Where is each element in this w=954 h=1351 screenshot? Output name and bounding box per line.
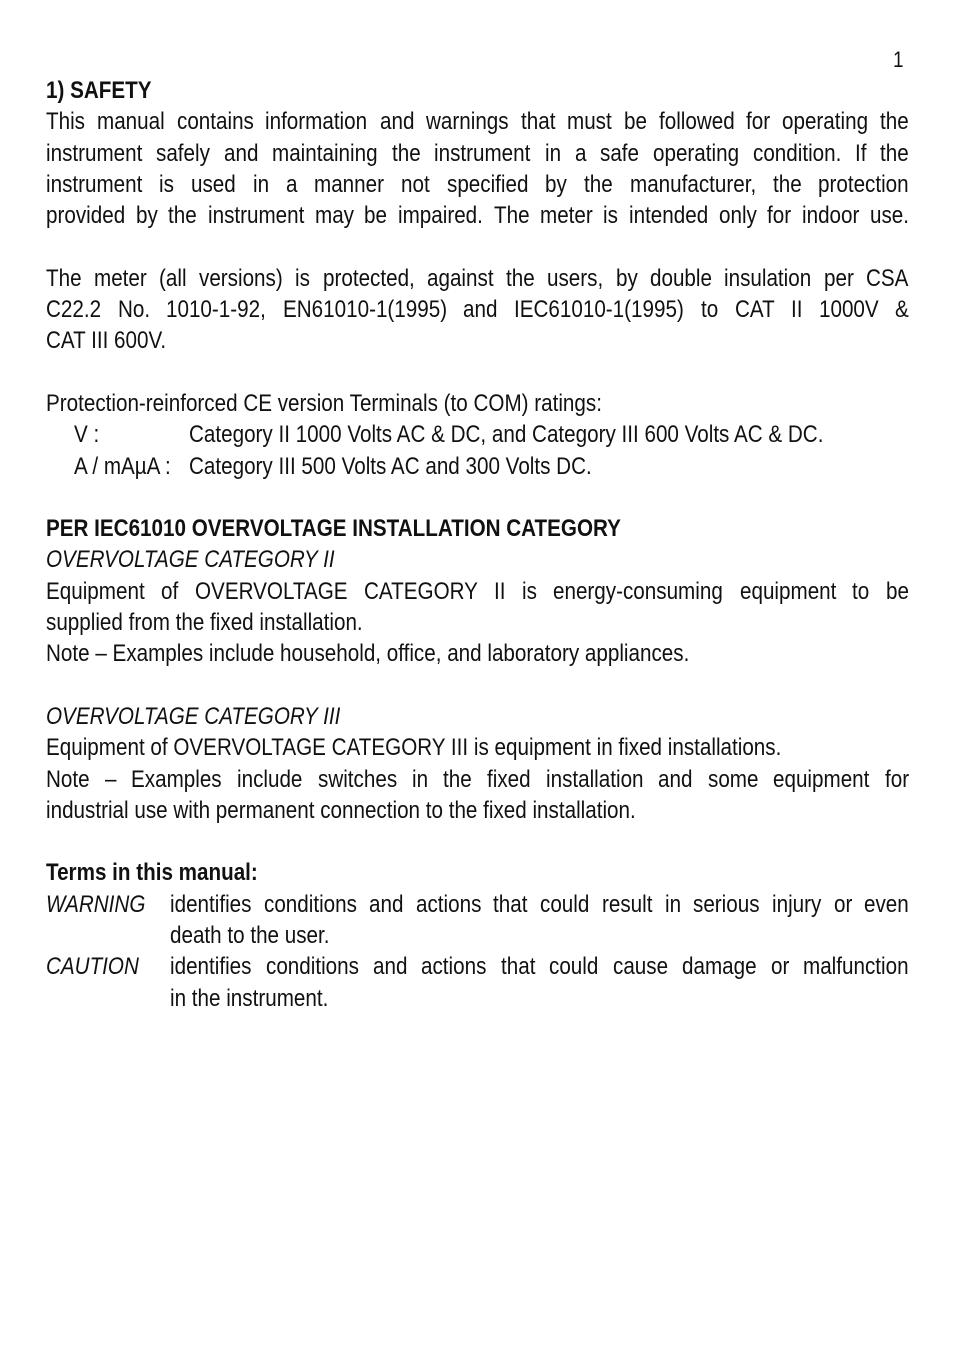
word: the [880,139,909,167]
word: intended [628,202,708,230]
word: even [864,890,909,918]
term-definition-line [170,951,909,982]
rating-label: A / mAµA : [74,452,171,480]
word: (all [159,264,187,292]
cat3-note-line: industrial use with permanent connection to the fixed installation. [46,796,636,824]
word: must [566,108,612,136]
word: for [767,202,792,230]
word: EN61010-1(1995) [282,296,447,324]
word: is [603,202,619,230]
cat2-note: Note – Examples include household, office, and laboratory appliances. [46,640,690,668]
word: followed [658,108,735,136]
word: condition. [752,139,842,167]
terms-heading: Terms in this manual: [46,859,258,887]
cat2-title: OVERVOLTAGE CATEGORY II [46,546,335,574]
word: identifies [170,890,252,918]
word: and [463,296,498,324]
word: – [104,765,117,793]
word: impaired. [397,202,483,230]
word: safely [156,139,211,167]
word: and [372,953,408,981]
word: could [549,953,599,981]
word: the [772,170,802,198]
word: by [615,264,638,292]
word: users, [547,264,604,292]
word: the [391,139,421,167]
word: in [411,765,428,793]
term-warning: WARNING [46,890,146,918]
word: the [443,765,472,793]
word: of [161,577,179,605]
word: actions [415,890,482,918]
word: the [583,170,613,198]
word: equipment [739,577,836,605]
term-caution: CAUTION [46,953,139,981]
word: switches [317,765,397,793]
word: The [46,264,82,292]
word: contains [176,108,254,136]
word: safe [599,139,639,167]
insulation-paragraph-line: CAT III 600V. [46,327,167,355]
word: that [520,108,555,136]
term-definition-line: in the instrument. [170,984,329,1012]
word: the [505,264,535,292]
word: conditions [265,953,359,981]
word: instrument [46,170,143,198]
word: 1000V [818,296,879,324]
word: insulation [724,264,812,292]
word: malfunction [803,953,909,981]
word: could [540,890,590,918]
word: II [494,577,506,605]
word: that [500,953,536,981]
term-definition-line: death to the user. [170,922,330,950]
word: not [401,170,430,198]
word: is [159,170,175,198]
word: and [369,890,404,918]
word: fixed [486,765,531,793]
cat2-paragraph-line [46,576,909,607]
insulation-paragraph-line [46,263,909,294]
word: protected, [322,264,415,292]
rating-row [46,451,909,482]
rating-row [46,419,909,450]
word: use. [869,202,910,230]
word: The [493,202,530,230]
word: instrument [46,139,143,167]
term-row-caution [46,951,909,982]
word: or [770,953,790,981]
word: maintaining [272,139,378,167]
word: only [718,202,757,230]
word: This [46,108,85,136]
insulation-paragraph-line [46,294,909,325]
word: energy-consuming [553,577,724,605]
word: in [664,890,681,918]
word: provided [46,202,126,230]
word: serious [693,890,760,918]
word: some [707,765,759,793]
word: actions [421,953,487,981]
safety-paragraph-line [46,106,909,137]
word: may [314,202,354,230]
word: 1010-1-92, [166,296,267,324]
word: in [544,139,561,167]
word: in [252,170,269,198]
term-definition-line [170,889,909,920]
word: and [658,765,693,793]
word: Equipment [46,577,145,605]
cat3-note-line [46,764,909,795]
word: Note [46,765,90,793]
word: conditions [263,890,357,918]
word: to [700,296,719,324]
word: cause [612,953,669,981]
term-row-warning [46,889,909,920]
word: a [285,170,298,198]
word: protection [818,170,909,198]
word: CATEGORY [363,577,478,605]
word: for [884,765,909,793]
page-number: 1 [893,47,904,72]
word: warnings [425,108,509,136]
word: manner [314,170,385,198]
word: C22.2 [46,296,102,324]
word: result [601,890,653,918]
word: manufacturer, [629,170,756,198]
word: include [237,765,303,793]
word: be [886,577,909,605]
word: manual [96,108,165,136]
word: equipment [773,765,870,793]
word: and [224,139,259,167]
word: used [191,170,236,198]
word: indoor [801,202,860,230]
word: or [833,890,852,918]
word: by [545,170,567,198]
word: operating [782,108,869,136]
safety-paragraph-line [46,200,909,231]
word: information [265,108,368,136]
word: injury [771,890,822,918]
word: No. [117,296,150,324]
word: and [379,108,414,136]
word: for [746,108,771,136]
safety-heading: 1) SAFETY [46,77,152,104]
word: a [574,139,587,167]
cat3-paragraph: Equipment of OVERVOLTAGE CATEGORY III is equipment in fixed installations. [46,734,782,762]
word: per [824,264,854,292]
word: & [895,296,910,324]
term-row-warning-cont [46,920,909,951]
word: specified [446,170,529,198]
word: II [790,296,803,324]
word: the [880,108,909,136]
word: instrument [207,202,305,230]
word: against [426,264,494,292]
word: that [493,890,528,918]
word: Examples [131,765,222,793]
term-row-caution-cont [46,983,909,1014]
word: installation [545,765,644,793]
rating-value: Category III 500 Volts AC and 300 Volts DC. [189,452,592,480]
ratings-intro: Protection-reinforced CE version Terminals (to COM) ratings: [46,389,602,417]
word: damage [682,953,757,981]
word: meter [539,202,593,230]
word: meter [94,264,147,292]
word: versions) [199,264,283,292]
safety-paragraph-line [46,169,909,200]
word: is [522,577,537,605]
word: CAT [734,296,775,324]
rating-value: Category II 1000 Volts AC & DC, and Category III 600 Volts AC & DC. [189,421,824,449]
rating-label: V : [74,421,100,449]
word: to [852,577,870,605]
word: double [650,264,713,292]
word: CSA [866,264,909,292]
overvoltage-heading: PER IEC61010 OVERVOLTAGE INSTALLATION CATEGORY [46,515,621,543]
word: the [168,202,198,230]
word: is [295,264,311,292]
word: be [623,108,647,136]
word: by [135,202,158,230]
word: OVERVOLTAGE [194,577,348,605]
page-content [46,75,909,1014]
word: If [854,139,867,167]
safety-paragraph-line [46,138,909,169]
cat2-paragraph-line: supplied from the fixed installation. [46,609,363,637]
cat3-title: OVERVOLTAGE CATEGORY III [46,702,341,730]
word: instrument [434,139,531,167]
word: be [364,202,388,230]
word: operating [652,139,739,167]
word: IEC61010-1(1995) [514,296,685,324]
word: identifies [170,953,252,981]
